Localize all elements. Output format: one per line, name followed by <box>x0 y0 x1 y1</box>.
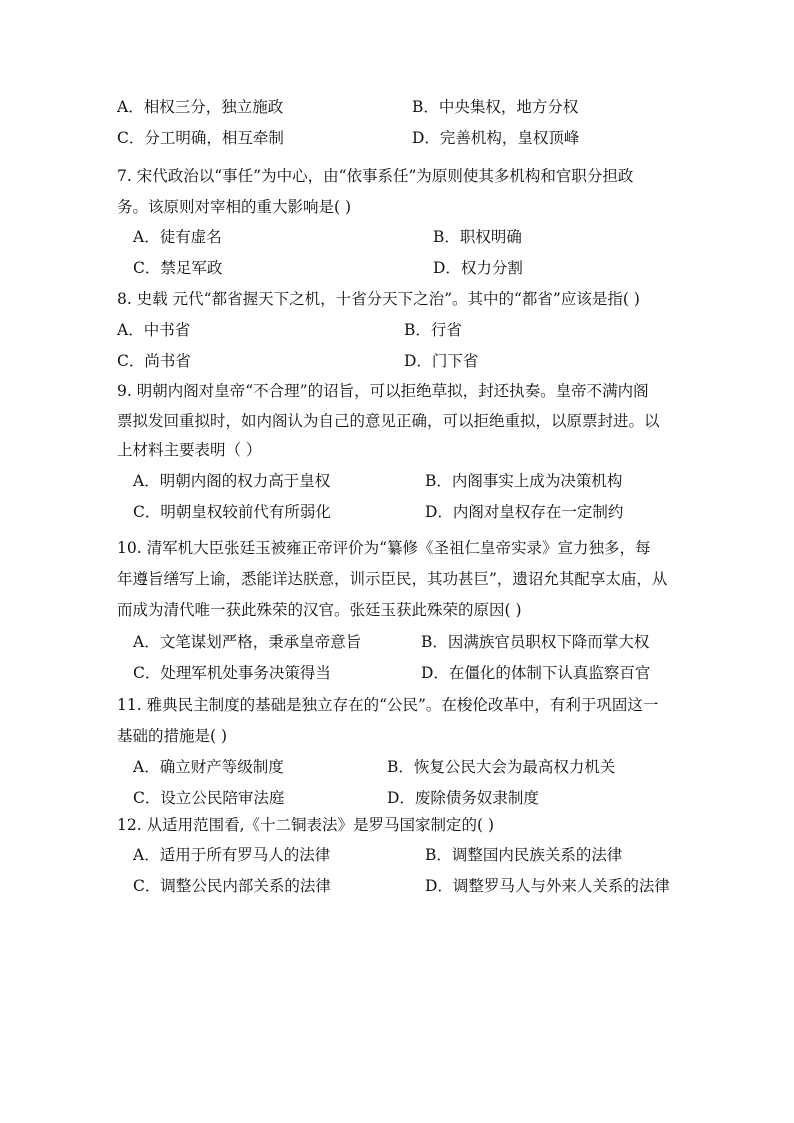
q9-stem-line3: 上材料主要表明（ ） <box>117 441 262 459</box>
q11-option-a: A．确立财产等级制度 <box>133 758 284 776</box>
q6-option-c: C．分工明确，相互牵制 <box>117 129 284 147</box>
q7-option-d: D．权力分割 <box>433 259 523 277</box>
q9-stem-line1: 9. 明朝内阁对皇帝“不合理”的诏旨，可以拒绝草拟，封还执奏。皇帝不满内阁 <box>117 382 649 400</box>
q10-stem-line2: 年遵旨缮写上谕，悉能详达朕意，训示臣民，其功甚巨”，遗诏允其配享太庙，从 <box>117 570 668 588</box>
q10-option-b: B．因满族官员职权下降而掌大权 <box>421 633 650 651</box>
q11-stem-line1: 11. 雅典民主制度的基础是独立存在的“公民”。在梭伦改革中，有利于巩固这一 <box>117 696 659 714</box>
q11-option-b: B．恢复公民大会为最高权力机关 <box>387 758 616 776</box>
q6-option-b: B．中央集权，地方分权 <box>412 98 579 116</box>
q10-stem-line3: 而成为清代唯一获此殊荣的汉官。张廷玉获此殊荣的原因( ) <box>117 601 522 619</box>
q8-option-d: D．门下省 <box>404 352 479 370</box>
q12-stem-line1: 12. 从适用范围看,《十二铜表法》是罗马国家制定的( ) <box>117 816 495 834</box>
q7-option-c: C．禁足军政 <box>133 259 223 277</box>
q7-stem-line1: 7. 宋代政治以“事任”为中心，由“依事系任”为原则使其多机构和官职分担政 <box>117 167 634 185</box>
q7-option-a: A．徒有虚名 <box>133 228 222 246</box>
q11-stem-line2: 基础的措施是( ) <box>117 727 228 745</box>
q9-option-c: C．明朝皇权较前代有所弱化 <box>133 503 331 521</box>
q9-option-d: D．内阁对皇权存在一定制约 <box>425 503 624 521</box>
q11-option-c: C．设立公民陪审法庭 <box>133 789 285 807</box>
q8-option-a: A．中书省 <box>117 321 191 339</box>
q8-stem-line1: 8. 史载 元代“都省握天下之机，十省分天下之治”。其中的“都省”应该是指( ) <box>117 290 640 308</box>
q9-option-a: A．明朝内阁的权力高于皇权 <box>133 472 331 490</box>
q8-option-c: C．尚书省 <box>117 352 191 370</box>
q9-stem-line2: 票拟发回重拟时，如内阁认为自己的意见正确，可以拒绝重拟，以原票封进。以 <box>117 412 660 430</box>
q12-option-d: D．调整罗马人与外来人关系的法律 <box>425 877 670 895</box>
q12-option-c: C．调整公民内部关系的法律 <box>133 877 331 895</box>
q9-option-b: B．内阁事实上成为决策机构 <box>425 472 623 490</box>
q7-stem-line2: 务。该原则对宰相的重大影响是( ) <box>117 198 352 216</box>
q10-option-c: C．处理军机处事务决策得当 <box>133 664 331 682</box>
q6-option-d: D．完善机构，皇权顶峰 <box>412 129 580 147</box>
q11-option-d: D．废除债务奴隶制度 <box>387 789 539 807</box>
q10-option-d: D．在僵化的体制下认真监察百官 <box>421 664 651 682</box>
q10-stem-line1: 10. 清军机大臣张廷玉被雍正帝评价为“纂修《圣祖仁皇帝实录》宣力独多，每 <box>117 539 651 557</box>
q7-option-b: B．职权明确 <box>433 228 522 246</box>
q8-option-b: B．行省 <box>404 321 462 339</box>
q12-option-a: A．适用于所有罗马人的法律 <box>133 846 331 864</box>
q6-option-a: A．相权三分，独立施政 <box>117 98 284 116</box>
q10-option-a: A．文笔谋划严格，秉承皇帝意旨 <box>133 633 362 651</box>
q12-option-b: B．调整国内民族关系的法律 <box>425 846 623 864</box>
